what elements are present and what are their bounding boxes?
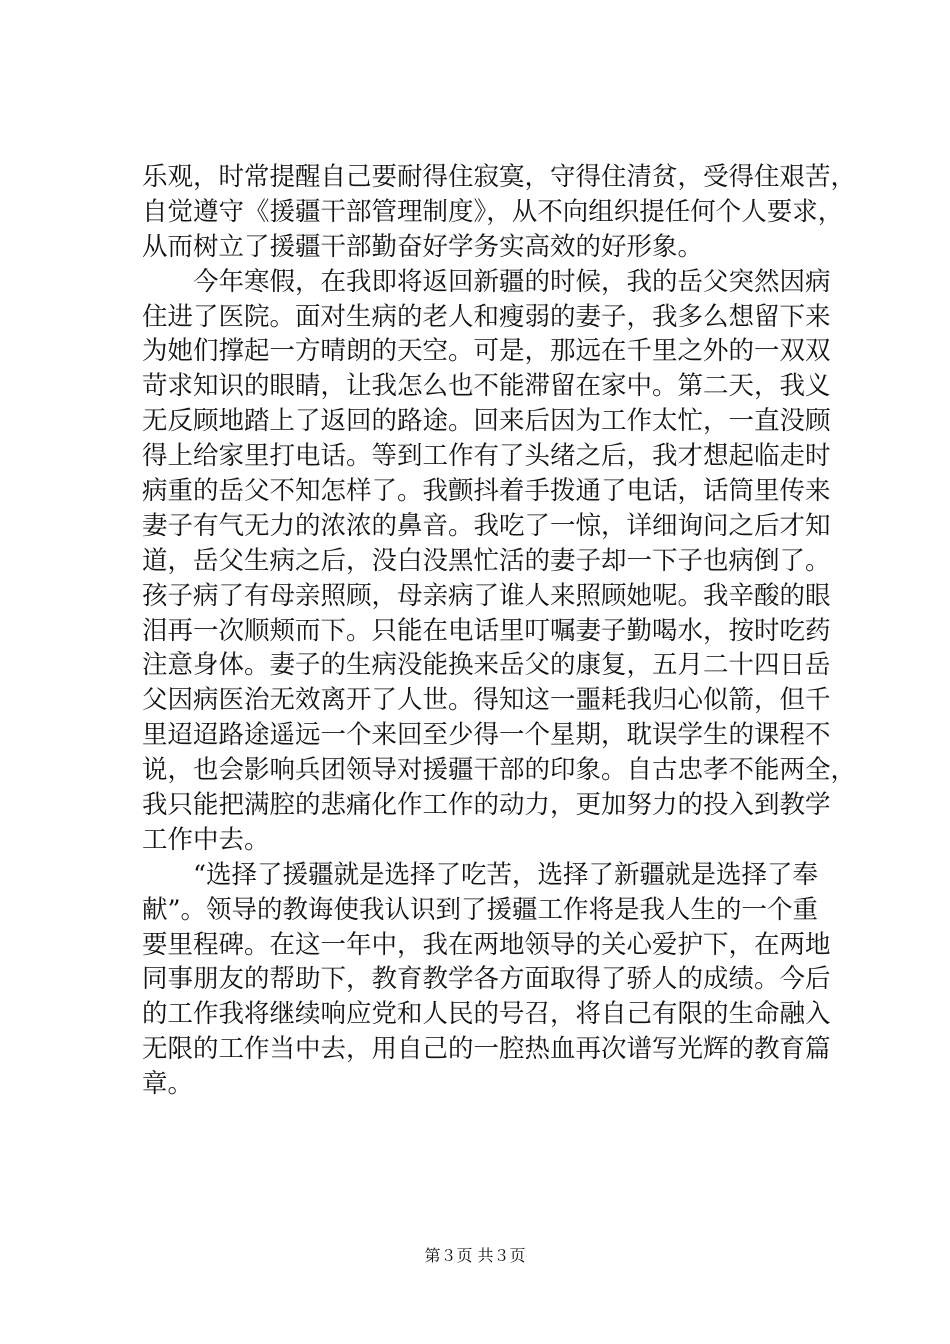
text-line: 泪再一次顺颊而下。只能在电话里叮嘱妻子勤喝水，按时吃药 [142, 615, 831, 646]
document-body [142, 160, 857, 1102]
paragraph-2 [142, 265, 857, 858]
text-line: 道，岳父生病之后，没白没黑忙活的妻子却一下子也病倒了。 [142, 545, 831, 576]
page-footer [0, 1246, 950, 1266]
text-line: 从而树立了援疆干部勤奋好学务实高效的好形象。 [142, 231, 704, 262]
text-line: 章。 [142, 1069, 194, 1100]
text-line: 父因病医治无效离开了人世。得知这一噩耗我归心似箭，但千 [142, 685, 831, 716]
text-line: 无反顾地踏上了返回的路途。回来后因为工作太忙，一直没顾 [142, 406, 831, 437]
text-line: 注意身体。妻子的生病没能换来岳父的康复，五月二十四日岳 [142, 650, 831, 681]
text-line: 无限的工作当中去，用自己的一腔热血再次谱写光辉的教育篇 [142, 1034, 831, 1065]
text-line: 病重的岳父不知怎样了。我颤抖着手拨通了电话，话筒里传来 [142, 476, 831, 507]
text-line: 说，也会影响兵团领导对援疆干部的印象。自古忠孝不能两全， [142, 755, 857, 786]
paragraph-1 [142, 160, 857, 265]
text-line: 得上给家里打电话。等到工作有了头绪之后，我才想起临走时 [142, 441, 831, 472]
text-line: 献”。领导的教诲使我认识到了援疆工作将是我人生的一个重 [142, 894, 819, 925]
text-line: 乐观，时常提醒自己要耐得住寂寞，守得住清贫，受得住艰苦， [142, 162, 857, 192]
text-line: 今年寒假，在我即将返回新疆的时候，我的岳父突然因病 [193, 266, 831, 297]
text-line: “选择了援疆就是选择了吃苦，选择了新疆就是选择了奉 [193, 859, 819, 890]
text-line: 苛求知识的眼睛，让我怎么也不能滞留在家中。第二天，我义 [142, 371, 831, 402]
page-number: 第３页 共３页 [424, 1246, 526, 1265]
text-line: 工作中去。 [142, 824, 270, 855]
text-line: 同事朋友的帮助下，教育教学各方面取得了骄人的成绩。今后 [142, 964, 831, 995]
text-line: 的工作我将继续响应党和人民的号召，将自己有限的生命融入 [142, 999, 831, 1030]
text-line: 我只能把满腔的悲痛化作工作的动力，更加努力的投入到教学 [142, 790, 831, 821]
text-line: 自觉遵守《援疆干部管理制度》，从不向组织提任何个人要求， [142, 196, 844, 227]
text-line: 要里程碑。在这一年中，我在两地领导的关心爱护下，在两地 [142, 929, 831, 960]
paragraph-3 [142, 858, 831, 1102]
text-line: 为她们撑起一方晴朗的天空。可是，那远在千里之外的一双双 [142, 336, 831, 367]
text-line: 孩子病了有母亲照顾，母亲病了谁人来照顾她呢。我辛酸的眼 [142, 580, 831, 611]
text-line: 里迢迢路途遥远一个来回至少得一个星期，耽误学生的课程不 [142, 720, 831, 751]
text-line: 住进了医院。面对生病的老人和瘦弱的妻子，我多么想留下来 [142, 301, 831, 332]
text-line: 妻子有气无力的浓浓的鼻音。我吃了一惊，详细询问之后才知 [142, 510, 831, 541]
